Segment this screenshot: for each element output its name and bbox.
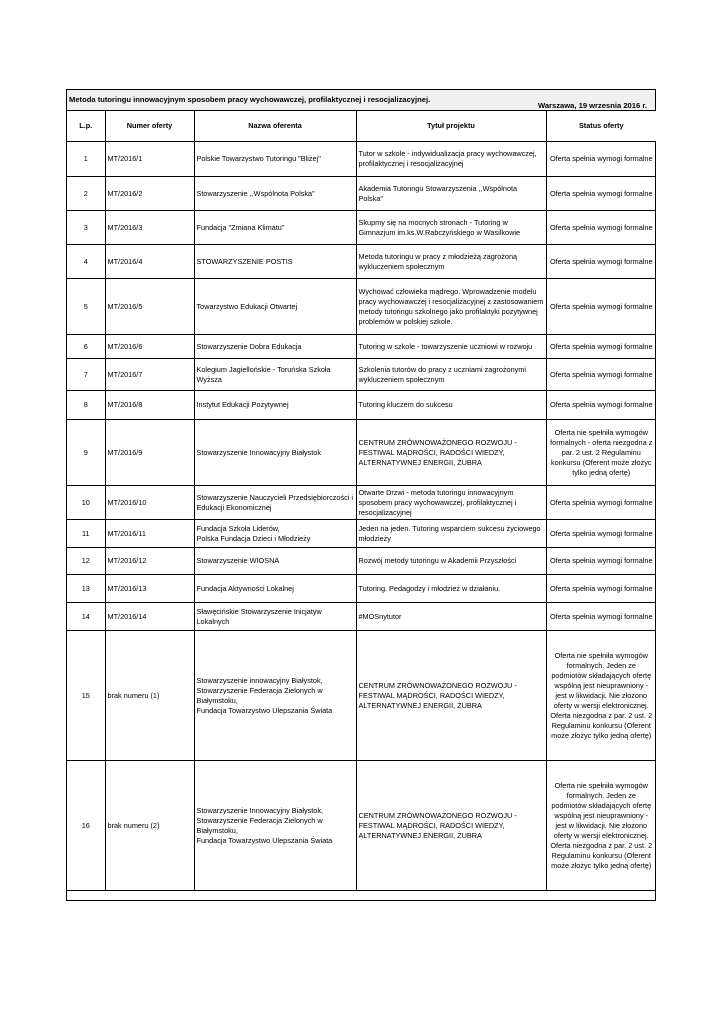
cell-status: Oferta spełnia wymogi formalne: [546, 391, 656, 420]
table-row: [67, 603, 656, 631]
cell-status: Oferta spełnia wymogi formalne: [546, 177, 656, 211]
cell-lp: 1: [67, 142, 105, 177]
cell-status: Oferta spełnia wymogi formalne: [546, 548, 656, 575]
cell-lp: 5: [67, 279, 105, 335]
cell-applicant: Stowarzyszenie WIOSNA: [194, 548, 356, 575]
cell-lp: 16: [67, 761, 105, 891]
table-row: [67, 211, 656, 245]
table-body: [67, 142, 656, 891]
cell-lp: 7: [67, 359, 105, 391]
cell-lp: 6: [67, 335, 105, 359]
cell-project-title: Tutoring kluczem do sukcesu: [356, 391, 546, 420]
cell-project-title: Szkolenia tutorów do pracy z uczniami zagrożonymi wykluczeniem społecznym: [356, 359, 546, 391]
cell-lp: 2: [67, 177, 105, 211]
cell-applicant: Stowarzyszenie Nauczycieli Przedsiębiorczości i Edukacji Ekonomicznej: [194, 486, 356, 520]
cell-offer-number: brak numeru (1): [105, 631, 194, 761]
cell-offer-number: MT/2016/1: [105, 142, 194, 177]
cell-offer-number: MT/2016/3: [105, 211, 194, 245]
table-row: [67, 359, 656, 391]
cell-lp: 3: [67, 211, 105, 245]
cell-offer-number: MT/2016/8: [105, 391, 194, 420]
cell-lp: 14: [67, 603, 105, 631]
cell-applicant: Stowarzyszenie Dobra Edukacja: [194, 335, 356, 359]
table-row: [67, 761, 656, 891]
cell-offer-number: MT/2016/10: [105, 486, 194, 520]
cell-lp: 15: [67, 631, 105, 761]
cell-status: Oferta spełnia wymogi formalne: [546, 603, 656, 631]
cell-status: Oferta spełnia wymogi formalne: [546, 359, 656, 391]
cell-lp: 9: [67, 420, 105, 486]
cell-status: Oferta spełnia wymogi formalne: [546, 520, 656, 548]
cell-project-title: Akademia Tutoringu Stowarzyszenia ,,Wspólnota Polska": [356, 177, 546, 211]
cell-applicant: Sławęcińskie Stowarzyszenie Inicjatyw Lokalnych: [194, 603, 356, 631]
table-row: [67, 335, 656, 359]
cell-offer-number: brak numeru (2): [105, 761, 194, 891]
cell-status: Oferta nie spełniła wymogów formalnych. Jeden ze podmiotów składających ofertę wspólną jest nieuprawniony - jest w likwidacji. Nie złozono oferty w wersji elektronicznej. Oferta niezgodna z par. 2 ust. 2 Regulaminu konkursu (Oferent może złożyc tylko jedną ofertę): [546, 631, 656, 761]
cell-offer-number: MT/2016/12: [105, 548, 194, 575]
offers-sheet: [66, 89, 656, 901]
cell-applicant: Fundacja Aktywności Lokalnej: [194, 575, 356, 603]
cell-offer-number: MT/2016/7: [105, 359, 194, 391]
header-row: [67, 111, 656, 142]
cell-applicant: Stowarzyszenie innowacyjny Białystok, Stowarzyszenie Federacja Zielonych w Białymstoku, Fundacja Towarzystwo Ulepszania Świata: [194, 631, 356, 761]
cell-project-title: Rozwój metody tutoringu w Akademii Przyszłości: [356, 548, 546, 575]
cell-applicant: Kolegium Jagiellońskie - Toruńska Szkoła Wyższa: [194, 359, 356, 391]
cell-status: Oferta spełnia wymogi formalne: [546, 245, 656, 279]
cell-lp: 4: [67, 245, 105, 279]
header-lp: L.p.: [67, 111, 105, 142]
table-row: [67, 548, 656, 575]
header-oferent: Nazwa oferenta: [194, 111, 356, 142]
document-title: Metoda tutoringu innowacyjnym sposobem pracy wychowawczej, profilaktycznej i resocjalizacyjnej.: [69, 95, 431, 104]
cell-project-title: #MOSnytutor: [356, 603, 546, 631]
cell-status: Oferta spełnia wymogi formalne: [546, 211, 656, 245]
cell-lp: 11: [67, 520, 105, 548]
cell-applicant: Instytut Edukacji Pozytywnej: [194, 391, 356, 420]
cell-status: Oferta spełnia wymogi formalne: [546, 142, 656, 177]
header-numer: Numer oferty: [105, 111, 194, 142]
cell-offer-number: MT/2016/5: [105, 279, 194, 335]
cell-status: Oferta nie spełniła wymogów formalnych. Jeden ze podmiotów składających ofertę wspólną jest nieuprawniony - jest w likwidacji. Nie złozono oferty w wersji elektronicznej. Oferta niezgodna z par. 2 ust. 2 Regulaminu konkursu (Oferent może złożyc tylko jedną ofertę): [546, 761, 656, 891]
cell-project-title: Tutoring. Pedagodzy i młodzież w działaniu.: [356, 575, 546, 603]
header-status: Status oferty: [546, 111, 656, 142]
cell-project-title: CENTRUM ZRÓWNOWAŻONEGO ROZWOJU - FESTIWAL MĄDROŚCI, RADOŚCI WIEDZY, ALTERNATYWNEJ ENERGII, ŻUBRA: [356, 631, 546, 761]
cell-lp: 13: [67, 575, 105, 603]
cell-applicant: Stowarzyszenie ,,Wspólnota Polska": [194, 177, 356, 211]
cell-offer-number: MT/2016/13: [105, 575, 194, 603]
cell-lp: 8: [67, 391, 105, 420]
cell-project-title: CENTRUM ZRÓWNOWAŻONEGO ROZWOJU - FESTIWAL MĄDROŚCI, RADOŚCI WIEDZY, ALTERNATYWNEJ ENERGII, ŻUBRA: [356, 420, 546, 486]
cell-applicant: Stowarzyszenie Innowacyjny Białystok, Stowarzyszenie Federacja Zielonych w Białymstoku, Fundacja Towarzystwo Ulepszania Świata: [194, 761, 356, 891]
document-date: Warszawa, 19 wrzesnia 2016 r.: [537, 101, 647, 110]
cell-offer-number: MT/2016/9: [105, 420, 194, 486]
cell-offer-number: MT/2016/11: [105, 520, 194, 548]
table-row: [67, 245, 656, 279]
cell-applicant: Fundacja Szkoła Liderów, Polska Fundacja Dzieci i Młodzieży: [194, 520, 356, 548]
cell-project-title: Metoda tutoringu w pracy z młodzieżą zagrożoną wykluczeniem społecznym: [356, 245, 546, 279]
table-row: [67, 142, 656, 177]
table-row: [67, 486, 656, 520]
table-row: [67, 177, 656, 211]
cell-lp: 10: [67, 486, 105, 520]
title-row: [67, 90, 655, 111]
header-tytul: Tytuł projektu: [356, 111, 546, 142]
table-row: [67, 631, 656, 761]
cell-status: Oferta spełnia wymogi formalne: [546, 279, 656, 335]
cell-applicant: STOWARZYSZENIE POSTIS: [194, 245, 356, 279]
cell-status: Oferta spełnia wymogi formalne: [546, 575, 656, 603]
cell-project-title: CENTRUM ZRÓWNOWAŻONEGO ROZWOJU - FESTIWAL MĄDROŚCI, RADOŚCI WIEDZY, ALTERNATYWNEJ ENERGII, ŻUBRA: [356, 761, 546, 891]
table-row: [67, 420, 656, 486]
cell-project-title: Tutoring w szkole - towarzyszenie uczniowi w rozwoju: [356, 335, 546, 359]
cell-project-title: Otwarte Drzwi - metoda tutoringu innowacyjnym sposobem pracy wychowawczej, profilaktycznej i resocjalizacyjnej: [356, 486, 546, 520]
cell-offer-number: MT/2016/2: [105, 177, 194, 211]
offers-table: [67, 111, 656, 891]
table-row: [67, 520, 656, 548]
cell-applicant: Stowarzyszenie Innowacyjny Białystok: [194, 420, 356, 486]
cell-applicant: Fundacja "Zmiana Klimatu": [194, 211, 356, 245]
cell-offer-number: MT/2016/4: [105, 245, 194, 279]
table-row: [67, 279, 656, 335]
cell-offer-number: MT/2016/14: [105, 603, 194, 631]
table-row: [67, 575, 656, 603]
cell-project-title: Wychować człowieka mądrego. Wprowadzenie modelu pracy wychowawczej i resocjalizacyjnej z zastosowaniem metody tutoringu szkolnego jako profilaktyki pozytywnej problemów w polskiej szkole.: [356, 279, 546, 335]
cell-status: Oferta nie spełniła wymogów formalnych - oferta niezgodna z par. 2 ust. 2 Regulaminu konkursu (Oferent może złożyc tylko jedną ofertę): [546, 420, 656, 486]
cell-status: Oferta spełnia wymogi formalne: [546, 486, 656, 520]
cell-project-title: Tutor w szkole - indywidualizacja pracy wychowawczej, profilaktycznej i resocjalizacyjnej: [356, 142, 546, 177]
cell-applicant: Towarzystwo Edukacji Otwartej: [194, 279, 356, 335]
cell-lp: 12: [67, 548, 105, 575]
cell-offer-number: MT/2016/6: [105, 335, 194, 359]
cell-project-title: Jeden na jeden. Tutoring wsparciem sukcesu życiowego młodzieży: [356, 520, 546, 548]
cell-applicant: Polskie Towarzystwo Tutoringu "Bliżej": [194, 142, 356, 177]
cell-status: Oferta spełnia wymogi formalne: [546, 335, 656, 359]
table-row: [67, 391, 656, 420]
cell-project-title: Skupmy się na mocnych stronach - Tutoring w Gimnazjum im.ks.W.Rabczyńskiego w Wasilkowie: [356, 211, 546, 245]
